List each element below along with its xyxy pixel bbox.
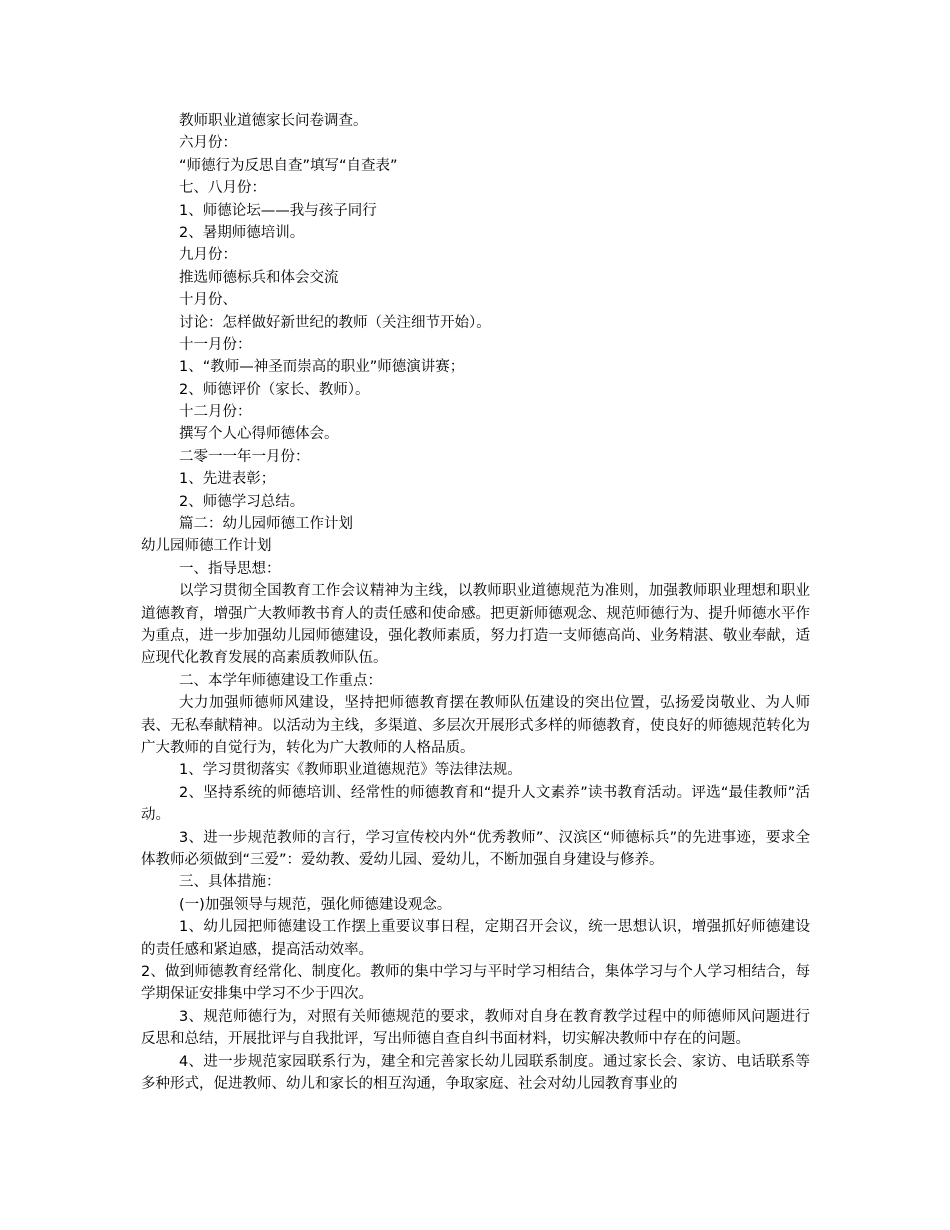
list-item: 2、做到师德教育经常化、制度化。教师的集中学习与平时学习相结合，集体学习与个人学习相结合，每学期保证安排集中学习不少于四次。 <box>141 964 810 1003</box>
monthly-line: 九月份： <box>179 247 237 264</box>
list-item: 4、进一步规范家园联系行为，建全和完善家长幼儿园联系制度。通过家长会、家访、电话联系等多种形式，促进教师、幼儿和家长的相互沟通，争取家庭、社会对幼儿园教育事业的 <box>141 1053 810 1093</box>
monthly-line: “师德行为反思自查”填写“自查表” <box>179 157 398 174</box>
monthly-line: 二零一一年一月份： <box>179 448 310 465</box>
chapter-heading: 篇二：幼儿园师德工作计划 <box>179 516 353 533</box>
list-item: 1、幼儿园把师德建设工作摆上重要议事日程，定期召开会议，统一思想认识，增强抓好师德建设的责任感和紧迫感，提高活动效率。 <box>141 919 810 958</box>
monthly-line: 1、师德论坛——我与孩子同行 <box>179 202 377 219</box>
monthly-line: 推选师德标兵和体会交流 <box>179 269 339 286</box>
monthly-line: 2、暑期师德培训。 <box>179 224 305 241</box>
list-item: 3、规范师德行为，对照有关师德规范的要求，教师对自身在教育教学过程中的师德师风问题进行反思和总结，开展批评与自我批评，写出师德自查自纠书面材料，切实解决教师中存在的问题。 <box>141 1008 810 1048</box>
monthly-line: 十二月份： <box>179 404 252 421</box>
monthly-line: 十一月份： <box>179 336 252 353</box>
monthly-line: 讨论：怎样做好新世纪的教师（关注细节开始）。 <box>179 314 491 331</box>
monthly-line: 2、师德评价（家长、教师）。 <box>179 381 370 398</box>
monthly-line: 撰写个人心得师德体会。 <box>179 426 339 443</box>
monthly-line: 七、八月份： <box>179 180 266 197</box>
section-heading: 三、具体措施： <box>179 874 281 891</box>
plan-title: 幼儿园师德工作计划 <box>141 538 272 555</box>
paragraph: 以学习贯彻全国教育工作会议精神为主线，以教师职业道德规范为准则，加强教师职业理想和职业道德教育，增强广大教师教书育人的责任感和使命感。把更新师德观念、规范师德行为、提升师德水平作为重点，进一步加强幼儿园师德建设，强化教师素质，努力打造一支师德高尚、业务精湛、敬业奉献，适应现代化教育发展的高素质教师队伍。 <box>141 583 810 667</box>
section-heading: 一、指导思想： <box>179 560 281 577</box>
monthly-line: 教师职业道德家长问卷调查。 <box>179 113 368 129</box>
subsection-heading: (一)加强领导与规范，强化师德建设观念。 <box>179 896 452 913</box>
monthly-line: 1、“教师—神圣而崇高的职业”师德演讲赛； <box>179 359 465 376</box>
monthly-line: 六月份： <box>179 135 237 152</box>
paragraph: 大力加强师德师风建设，坚持把师德教育摆在教师队伍建设的突出位置，弘扬爱岗敬业、为人师表、无私奉献精神。以活动为主线，多渠道、多层次开展形式多样的师德教育，使良好的师德规范转化为广大教师的自觉行为，转化为广大教师的人格品质。 <box>141 695 810 757</box>
list-item: 2、坚持系统的师德培训、经常性的师德教育和“提升人文素养”读书教育活动。评选“最佳教师”活动。 <box>141 784 810 824</box>
monthly-line: 2、师德学习总结。 <box>179 493 305 510</box>
monthly-line: 1、先进表彰； <box>179 471 276 488</box>
monthly-line: 十月份、 <box>179 292 237 309</box>
section-heading: 二、本学年师德建设工作重点： <box>179 672 382 689</box>
list-item: 3、进一步规范教师的言行，学习宣传校内外“优秀教师”、汉滨区“师德标兵”的先进事迹，要求全体教师必须做到“三爱”：爱幼教、爱幼儿园、爱幼儿，不断加强自身建设与修养。 <box>141 829 810 869</box>
list-item: 1、学习贯彻落实《教师职业道德规范》等法律法规。 <box>179 762 522 779</box>
